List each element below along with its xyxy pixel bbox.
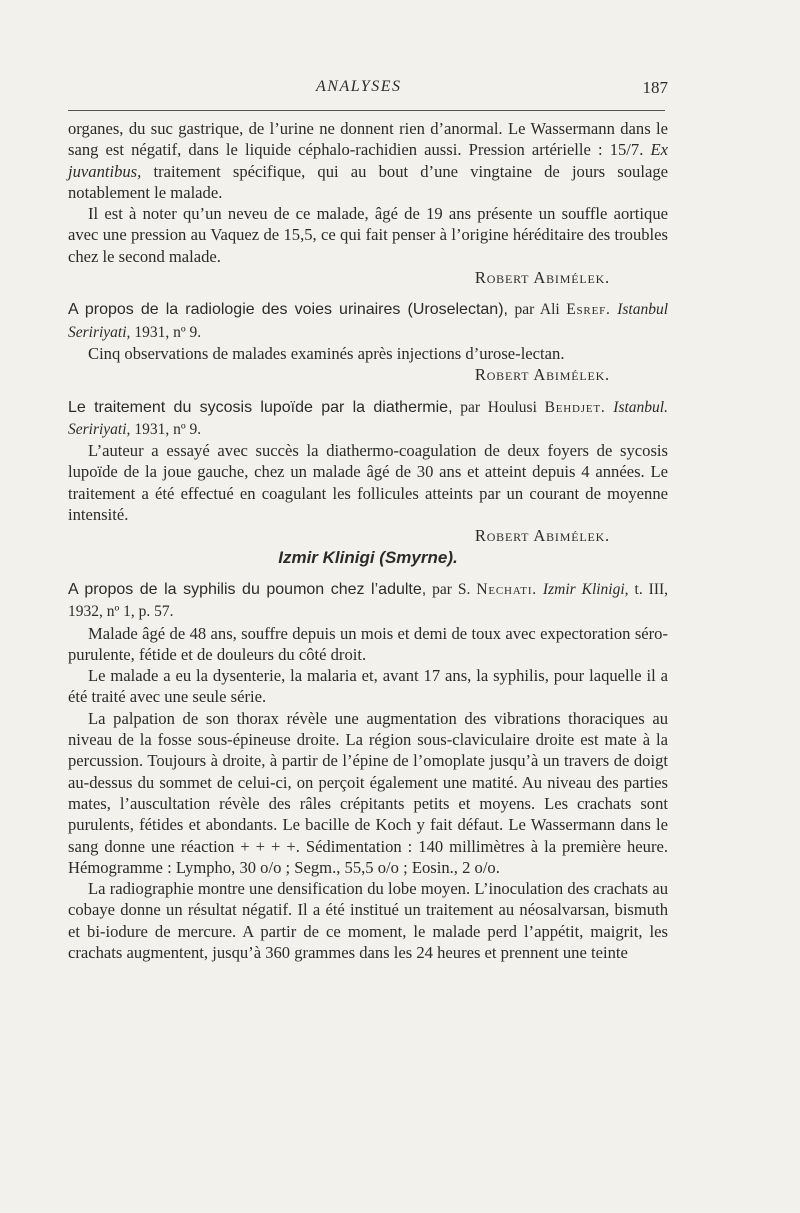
article-paragraph: Le malade a eu la dysenterie, la malaria et, avant 17 ans, la syphilis, pour laquelle il a été traité avec une seule série. bbox=[68, 666, 668, 707]
article-heading: Le traitement du sycosis lupoïde par la diathermie, par Houlusi Behdjet. Istanbul. Seririyati, 1931, nº 9. bbox=[68, 398, 668, 438]
signature: Robert Abimélek. bbox=[474, 365, 610, 385]
article-heading: A propos de la syphilis du poumon chez l’adulte, par S. Nechati. Izmir Klinigi, t. III, 1932, nº 1, p. 57. bbox=[68, 580, 669, 621]
signature: Robert Abimélek. bbox=[474, 268, 610, 288]
article-sycosis bbox=[68, 396, 668, 547]
article-heading: A propos de la radiologie des voies urinaires (Uroselectan), par Ali Esref. Istanbul Seririyati, 1931, nº 9. bbox=[68, 301, 669, 341]
signature: Robert Abimélek. bbox=[474, 526, 610, 546]
running-header bbox=[68, 78, 668, 108]
article-author: Behdjet. bbox=[544, 398, 606, 416]
running-title: ANALYSES bbox=[316, 78, 402, 95]
section-title: Izmir Klinigi (Smyrne). bbox=[278, 547, 458, 567]
article-body: Cinq observations de malades examinés après injections d’urose-lectan. bbox=[88, 343, 565, 363]
article-title: A propos de la syphilis du poumon chez l’adulte, bbox=[68, 580, 427, 598]
article-title: A propos de la radiologie des voies urinaires (Uroselectan), bbox=[68, 301, 508, 319]
article-journal: Istanbul Seririyati, bbox=[68, 301, 669, 341]
header-rule bbox=[68, 110, 665, 111]
article-journal: Izmir Klinigi, bbox=[536, 580, 629, 598]
article-paragraph: Malade âgé de 48 ans, souffre depuis un mois et demi de toux avec expectoration séro-purulente, fétide et de douleurs du côté droit. bbox=[68, 623, 668, 664]
page-number: 187 bbox=[642, 78, 668, 97]
article-paragraph: La radiographie montre une densification du lobe moyen. L’inoculation des crachats au cobaye donne un résultat négatif. Il a été institué un traitement au néosalvarsan, bismuth et bi-iodure de mercure. A partir de ce moment, le malade perd l’appétit, maigrit, les crachats augmentent, jusqu’à 360 grammes dans les 24 heures et prennent une teinte bbox=[68, 879, 668, 962]
page-body bbox=[68, 118, 668, 963]
article-author: Nechati. bbox=[476, 580, 537, 598]
continued-paragraph: organes, du suc gastrique, de l’urine ne donnent rien d’anormal. Le Wassermann dans le sang est négatif, dans le liquide céphalo-rachidien aussi. Pression artérielle : 15/7. Ex juvantibus, traitement spécifique, qui au bout d’une vingtaine de jours soulage notablement le malade. bbox=[68, 119, 668, 202]
article-journal: Istanbul. Seririyati, bbox=[68, 398, 668, 438]
article-author: Esref. bbox=[566, 301, 611, 319]
article-syphilis-poumon bbox=[68, 578, 668, 963]
continued-paragraph-2: Il est à noter qu’un neveu de ce malade, âgé de 19 ans présente un souffle aortique avec une pression au Vaquez de 15,5, ce qui fait penser à l’origine héréditaire des troubles chez le second malade. bbox=[68, 204, 668, 266]
article-title: Le traitement du sycosis lupoïde par la diathermie, bbox=[68, 398, 453, 416]
article-body: L’auteur a essayé avec succès la diathermo-coagulation de deux foyers de sycosis lupoïde de la joue gauche, chez un malade âgé de 30 ans et atteint depuis 4 années. Le traitement a été effectué en coagulant les follicules atteints par un courant de moyenne intensité. bbox=[68, 441, 668, 525]
article-uroselectan bbox=[68, 298, 668, 385]
article-paragraph: La palpation de son thorax révèle une augmentation des vibrations thoraciques au niveau de la fosse sous-épineuse droite. La région sous-claviculaire droite est mate à la percussion. Toujours à droite, à partir de l’épine de l’omoplate jusqu’à un travers de doigt au-dessus du sommet de celui-ci, on perçoit également une matité. Au niveau des parties mates, l’auscultation révèle des râles crépitants petits et moyens. Les crachats sont purulents, fétides et abondants. Le bacille de Koch y fait défaut. Le Wassermann dans le sang donne une réaction + + + +. Sédimentation : 140 millimètres à la première heure. Hémogramme : Lympho, 30 o/o ; Segm., 55,5 o/o ; Eosin., 2 o/o. bbox=[68, 708, 668, 877]
